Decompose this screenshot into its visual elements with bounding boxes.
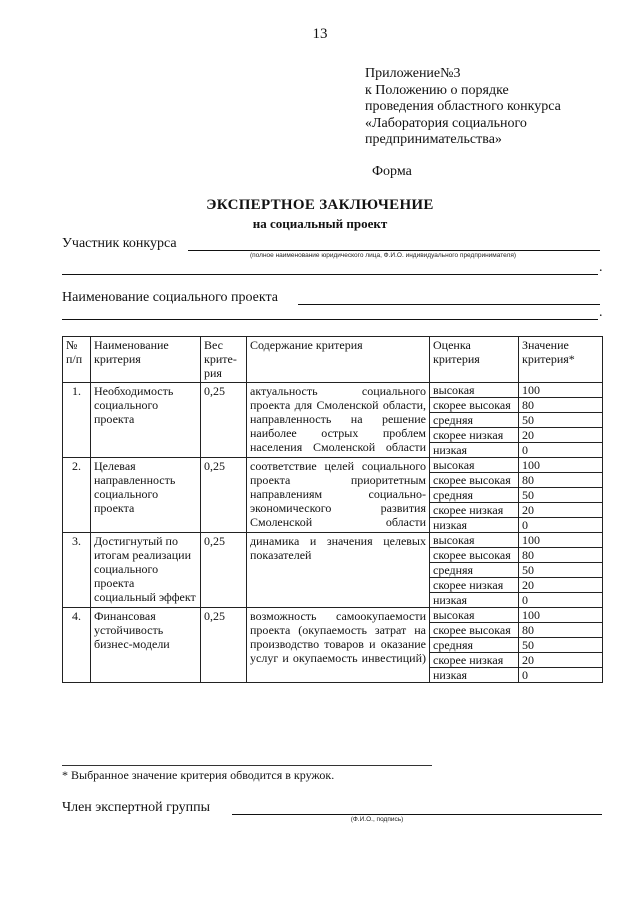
row-content: возможность самоокупаемости проекта (окупаемость затрат на производство товаров и оказание услуг и окупаемость инвестиций) [247,608,430,683]
grade-value[interactable]: 20 [519,503,603,518]
appendix-line: предпринимательства» [365,132,502,147]
document-subtitle: на социальный проект [252,216,388,231]
grade-label: средняя [430,488,519,503]
row-num: 4. [63,608,91,683]
row-criterion-name: Необходимость социального проекта [91,383,201,458]
table-row [63,608,603,623]
header-name: Наименование критерия [91,337,201,383]
header-weight: Вес крите-рия [201,337,247,383]
grade-label: низкая [430,593,519,608]
grade-label: скорее высокая [430,623,519,638]
row-weight: 0,25 [201,458,247,533]
header-value: Значение критерия* [519,337,603,383]
grade-label: высокая [430,383,519,398]
grade-label: скорее высокая [430,473,519,488]
grade-value[interactable]: 0 [519,518,603,533]
table-header-row [63,337,603,383]
grade-value[interactable]: 80 [519,623,603,638]
grade-value[interactable]: 0 [519,593,603,608]
appendix-line: «Лаборатория социального [365,115,527,131]
grade-label: скорее низкая [430,578,519,593]
form-label: Форма [372,164,412,179]
expert-member-field-line[interactable] [232,814,602,815]
header-num: № п/п [63,337,91,383]
grade-label: высокая [430,533,519,548]
footnote-divider [62,765,432,766]
row-criterion-name: Целевая направленность социального проекта [91,458,201,533]
grade-value[interactable]: 20 [519,428,603,443]
table-row [63,383,603,398]
grade-value[interactable]: 100 [519,608,603,623]
row-content: динамика и значения целевых показателей [247,533,430,608]
participant-field-line[interactable] [188,250,600,251]
criteria-table [62,336,603,683]
row-num: 2. [63,458,91,533]
grade-label: скорее высокая [430,398,519,413]
grade-value[interactable]: 100 [519,383,603,398]
grade-value[interactable]: 100 [519,458,603,473]
grade-label: высокая [430,458,519,473]
row-criterion-name: Достигнутый по итогам реализации социального проекта социальный эффект [91,533,201,608]
grade-label: средняя [430,563,519,578]
grade-value[interactable]: 20 [519,653,603,668]
row-content: актуальность социального проекта для Смоленской области, направленность на решение наиболее острых проблем населения Смоленской области [247,383,430,458]
row-criterion-name: Финансовая устойчивость бизнес-модели [91,608,201,683]
grade-value[interactable]: 20 [519,578,603,593]
grade-label: высокая [430,608,519,623]
grade-label: скорее низкая [430,428,519,443]
grade-value[interactable]: 0 [519,668,603,683]
grade-label: низкая [430,668,519,683]
grade-label: скорее низкая [430,653,519,668]
row-num: 1. [63,383,91,458]
appendix-header [365,66,561,149]
participant-label: Участник конкурса [62,236,177,251]
grade-label: средняя [430,638,519,653]
row-weight: 0,25 [201,383,247,458]
grade-value[interactable]: 100 [519,533,603,548]
document-title: ЭКСПЕРТНОЕ ЗАКЛЮЧЕНИЕ [206,197,434,213]
appendix-line: к Положению о порядке [365,82,509,98]
footnote: * Выбранное значение критерия обводится в кружок. [62,768,335,782]
grade-value[interactable]: 80 [519,548,603,563]
grade-value[interactable]: 50 [519,563,603,578]
table-row [63,533,603,548]
project-name-field-line[interactable] [298,304,600,305]
grade-value[interactable]: 50 [519,638,603,653]
grade-value[interactable]: 80 [519,398,603,413]
grade-value[interactable]: 50 [519,413,603,428]
grade-label: низкая [430,518,519,533]
project-name-field-line-2[interactable] [62,319,598,320]
grade-value[interactable]: 80 [519,473,603,488]
project-name-label: Наименование социального проекта [62,290,279,305]
participant-hint: (полное наименование юридического лица, Ф.И.О. индивидуального предпринимателя) [250,252,517,259]
expert-member-label: Член экспертной группы [62,800,211,815]
row-content: соответствие целей социального проекта приоритетным направлениям социально-экономического развития Смоленской области [247,458,430,533]
grade-label: скорее высокая [430,548,519,563]
appendix-line: проведения областного конкурса [365,99,561,114]
project-name-end-mark: . [599,305,603,320]
grade-label: низкая [430,443,519,458]
grade-value[interactable]: 50 [519,488,603,503]
table-row [63,458,603,473]
participant-field-line-2[interactable] [62,274,598,275]
grade-label: средняя [430,413,519,428]
participant-end-mark: . [599,260,603,275]
header-content: Содержание критерия [247,337,430,383]
expert-member-hint: (Ф.И.О., подпись) [350,816,404,823]
page-number: 13 [312,26,328,42]
row-weight: 0,25 [201,533,247,608]
appendix-line: Приложение№3 [365,66,461,81]
row-num: 3. [63,533,91,608]
grade-value[interactable]: 0 [519,443,603,458]
header-rating: Оценка критерия [430,337,519,383]
row-weight: 0,25 [201,608,247,683]
grade-label: скорее низкая [430,503,519,518]
